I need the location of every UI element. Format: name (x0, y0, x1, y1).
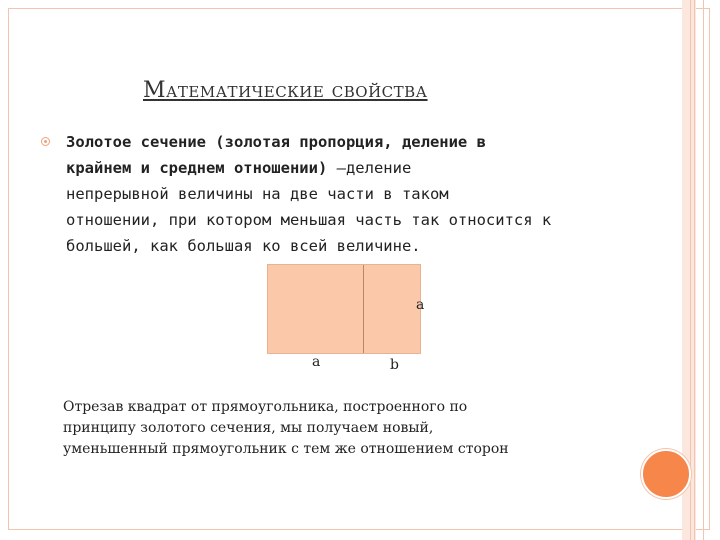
caption-paragraph (63, 397, 623, 460)
definition-dash-text: —деление (327, 159, 412, 177)
caption-line-2: принципу золотого сечения, мы получаем новый, (63, 420, 434, 436)
definition-bold-line-2: крайнем и среднем отношении) (66, 159, 328, 177)
definition-line-4: отношении, при котором меньшая часть так относится к (66, 211, 552, 229)
definition-line-1 (66, 129, 626, 155)
definition-line-3: непрерывной величины на две части в таком (66, 185, 449, 203)
definition-line-2 (66, 155, 626, 181)
definition-bold-line-1: Золотое сечение (золотая пропорция, деление в (66, 133, 486, 151)
label-side-a: a (416, 297, 425, 313)
slide-frame-line (703, 0, 704, 540)
label-bottom-b: b (390, 357, 399, 373)
bullet-icon (41, 137, 50, 146)
caption-line-1: Отрезав квадрат от прямоугольника, построенного по (63, 399, 468, 415)
slide-title: Математические свойства (143, 78, 428, 103)
definition-line-5: большей, как большая ко всей величине. (66, 237, 421, 255)
label-bottom-a: a (312, 354, 321, 370)
decorative-circle (641, 449, 691, 499)
slide-frame-line (694, 0, 695, 540)
golden-rectangle-diagram (267, 264, 421, 354)
square-divider-line (363, 265, 364, 353)
caption-line-3: уменьшенный прямоугольник с тем же отношением сторон (63, 441, 509, 457)
definition-paragraph (66, 129, 626, 259)
slide-frame-line (690, 0, 691, 540)
